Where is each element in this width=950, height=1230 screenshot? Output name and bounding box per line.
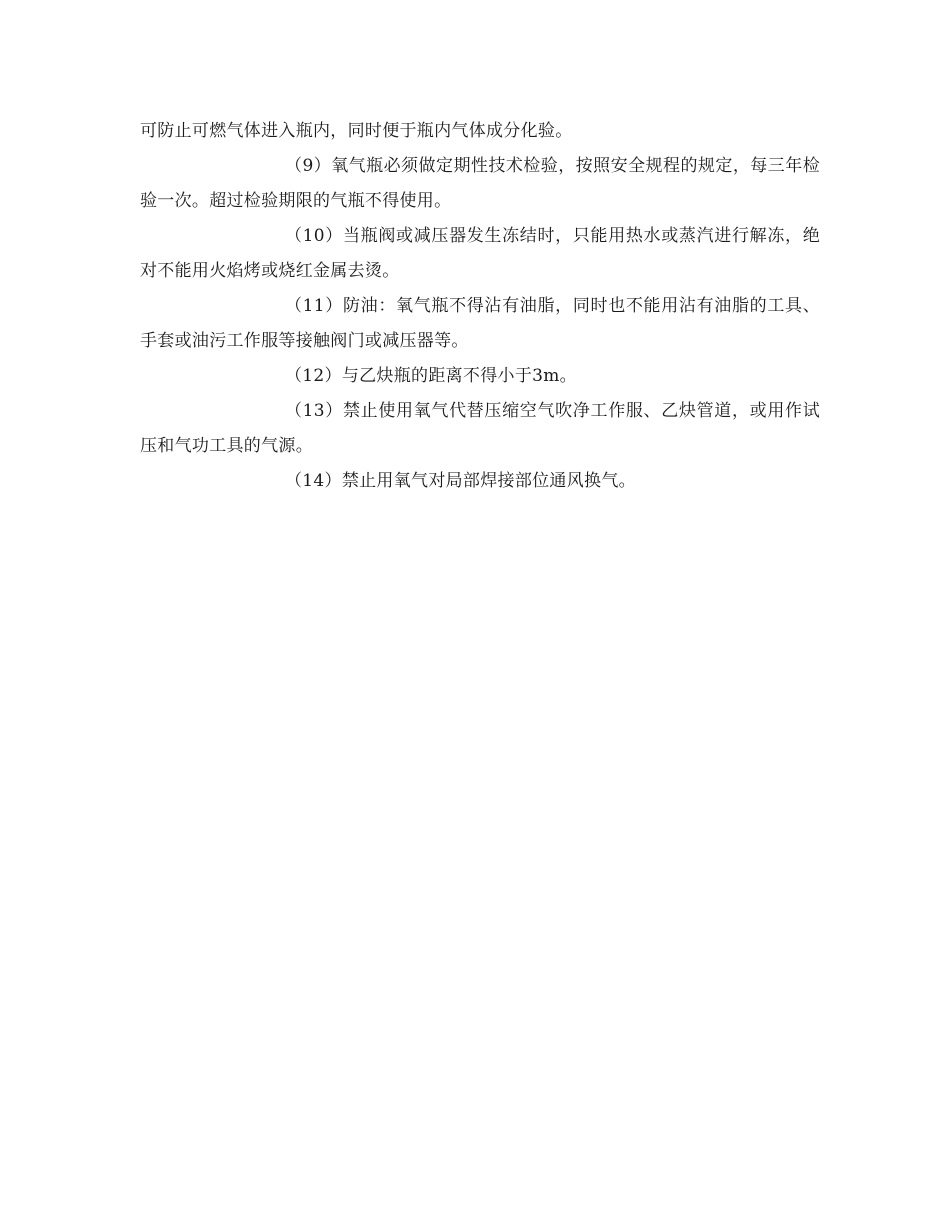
paragraph-item-14: （14）禁止用氧气对局部焊接部位通风换气。: [285, 471, 636, 491]
paragraph-item-10: （10）当瓶阀或减压器发生冻结时，只能用热水或蒸汽进行解冻，绝对不能用火焰烤或烧红金属去烫。: [140, 226, 820, 281]
paragraph-item-11: （11）防油：氧气瓶不得沾有油脂，同时也不能用沾有油脂的工具、手套或油污工作服等接触阀门或减压器等。: [140, 296, 820, 351]
document-body: [140, 114, 820, 499]
paragraph-item-9: （9）氧气瓶必须做定期性技术检验，按照安全规程的规定，每三年检验一次。超过检验期限的气瓶不得使用。: [140, 156, 820, 211]
paragraph-item-12: （12）与乙炔瓶的距离不得小于3m。: [285, 366, 577, 386]
paragraph-continuation: 可防止可燃气体进入瓶内，同时便于瓶内气体成分化验。: [140, 121, 573, 141]
paragraph-item-13: （13）禁止使用氧气代替压缩空气吹净工作服、乙炔管道，或用作试压和气功工具的气源。: [140, 401, 820, 456]
